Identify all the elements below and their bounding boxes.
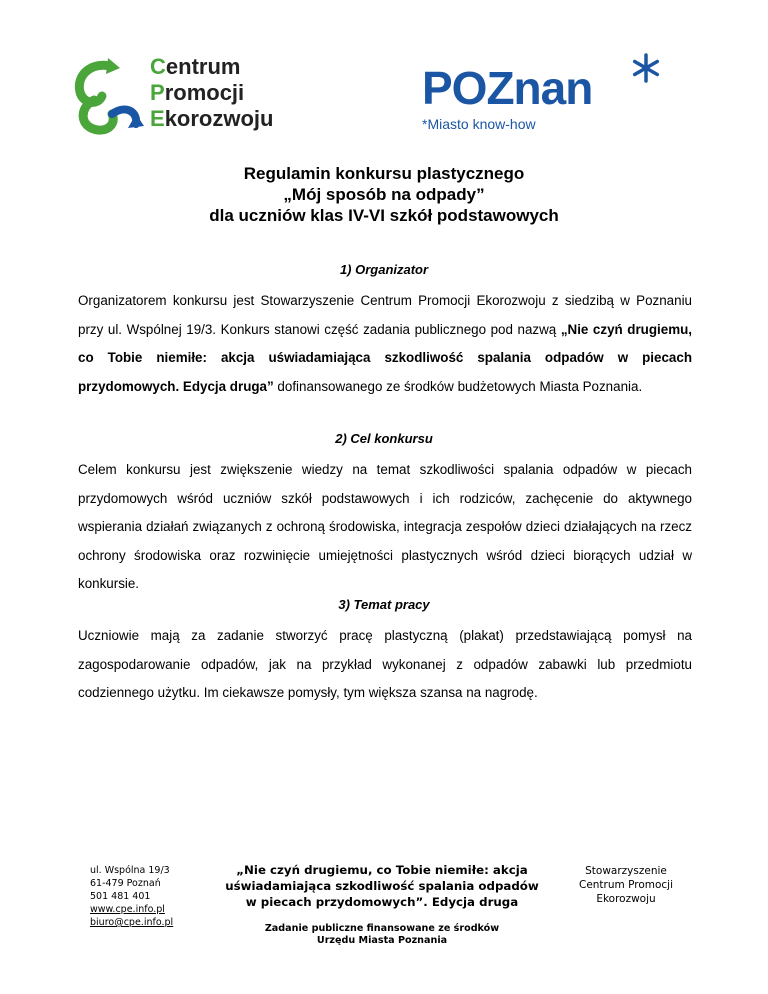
title-line-3: dla uczniów klas IV-VI szkół podstawowych: [209, 206, 559, 225]
section-heading-organizator: 1) Organizator: [339, 262, 429, 277]
poznan-tagline: *Miasto know-how: [422, 116, 536, 132]
document-title: [0, 163, 768, 226]
asterisk-icon: [630, 52, 662, 84]
poznan-logo: [422, 52, 672, 142]
footer-organization: Stowarzyszenie Centrum Promocji Ekorozwoju: [578, 865, 674, 905]
footer-funding: Zadanie publiczne finansowane ze środków Urzędu Miasta Poznania: [264, 923, 500, 946]
cpe-logo-line-3: Ekorozwoju: [150, 106, 274, 131]
title-line-1: Regulamin konkursu plastycznego: [243, 164, 525, 183]
page-footer: [0, 862, 768, 972]
section-heading-cel-konkursu: 2) Cel konkursu: [335, 431, 433, 446]
cpe-logo-line-2: Promocji: [150, 80, 245, 105]
section-text-temat-pracy: Uczniowie mają za zadanie stworzyć pracę plastyczną (plakat) przedstawiającą pomysł na zagospodarowanie odpadów, jak na przykład wykonanej z odpadów zabawki lub przedmiotu codziennego użytku. Im ciekawsze pomysły, tym większa szansa na nagrodę.: [78, 628, 692, 700]
footer-email-link[interactable]: biuro@cpe.info.pl: [90, 917, 174, 928]
footer-project-title: „Nie czyń drugiemu, co Tobie niemiłe: akcja uświadamiająca szkodliwość spalania odpadów w piecach przydomowych”. Edycja druga: [225, 863, 539, 909]
section-text-organizator: Organizatorem konkursu jest Stowarzyszenie Centrum Promocji Ekorozwoju z siedzibą w Poznaniu przy ul. Wspólnej 19/3. Konkurs stanowi część zadania publicznego pod nazwą „Nie czyń drugiemu, co Tobie niemiłe: akcja uświadamiająca szkodliwość spalania odpadów w piecach przydomowych. Edycja druga” dofinansowanego ze środków budżetowych Miasta Poznania.: [78, 293, 693, 394]
recycle-arrows-icon: [64, 56, 148, 140]
footer-project: [220, 862, 544, 947]
section-heading-temat-pracy: 3) Temat pracy: [338, 597, 430, 612]
cpe-logo: [64, 52, 304, 142]
footer-website-link[interactable]: www.cpe.info.pl: [90, 904, 165, 915]
footer-address-city: 61-479 Poznań: [90, 878, 161, 889]
footer-address-street: ul. Wspólna 19/3: [90, 865, 170, 876]
poznan-logo-word: POZnan: [422, 62, 593, 114]
cpe-logo-line-1: Centrum: [150, 54, 241, 79]
footer-phone: 501 481 401: [90, 891, 151, 902]
section-text-cel-konkursu: Celem konkursu jest zwiększenie wiedzy na temat szkodliwości spalania odpadów w piecach przydomowych wśród uczniów szkół podstawowych i ich rodziców, zachęcenie do aktywnego wspierania działań związanych z ochroną środowiska, integracja zespołów dzieci działających na rzecz ochrony środowiska oraz rozwinięcie umiejętności plastycznych wśród dzieci biorących udział w konkursie.: [78, 462, 692, 591]
title-line-2: „Mój sposób na odpady”: [283, 185, 485, 204]
footer-contact: [90, 864, 173, 929]
